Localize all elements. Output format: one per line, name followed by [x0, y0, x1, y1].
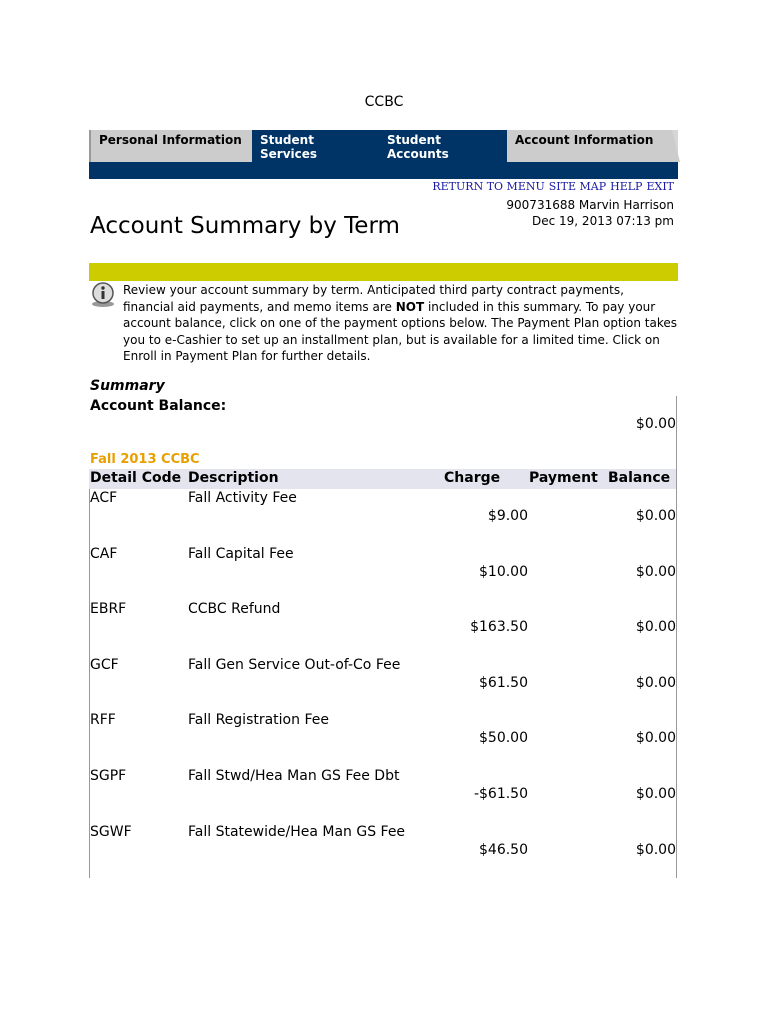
balance: $0.00 [635, 675, 676, 691]
info-text-bold: NOT [395, 299, 425, 314]
page-title: Account Summary by Term [90, 213, 400, 239]
col-balance: Balance [608, 470, 671, 486]
page-header: CCBC [364, 94, 404, 110]
detail-code: ACF [90, 490, 118, 506]
balance: $0.00 [635, 619, 676, 635]
balance: $0.00 [635, 508, 676, 524]
table-row [0, 768, 768, 824]
charge: -$61.50 [473, 786, 528, 802]
detail-code: CAF [90, 546, 118, 562]
table-row [0, 490, 768, 546]
description: Fall Stwd/Hea Man GS Fee Dbt [188, 768, 400, 784]
info-text-before: Review your account summary by term. Anticipated third party contract payments, financial aid payments, and memo items are [123, 283, 624, 314]
table-row [0, 712, 768, 768]
description: CCBC Refund [188, 601, 281, 617]
info-icon [90, 282, 116, 308]
col-description: Description [188, 470, 279, 486]
col-charge: Charge [444, 470, 501, 486]
tab-personal-information[interactable]: Personal Information [89, 130, 252, 162]
charge: $50.00 [479, 730, 528, 746]
description: Fall Statewide/Hea Man GS Fee [188, 824, 406, 840]
exit-link[interactable]: EXIT [646, 180, 674, 193]
site-map-link[interactable]: SITE MAP [548, 180, 607, 193]
user-id-name: 900731688 Marvin Harrison [506, 198, 674, 212]
account-balance-value: $0.00 [635, 416, 676, 432]
top-links [428, 180, 674, 193]
tab-bar [89, 130, 678, 162]
help-link[interactable]: HELP [610, 180, 643, 193]
balance: $0.00 [635, 786, 676, 802]
charge: $61.50 [479, 675, 528, 691]
return-to-menu-link[interactable]: RETURN TO MENU [432, 180, 545, 193]
table-row [0, 601, 768, 657]
table-row [0, 824, 768, 880]
detail-code: RFF [90, 712, 116, 728]
col-payment: Payment [529, 470, 598, 486]
description: Fall Activity Fee [188, 490, 297, 506]
table-row [0, 657, 768, 713]
nav-bar [89, 162, 678, 179]
table-header [89, 469, 676, 489]
charge: $9.00 [487, 508, 528, 524]
description: Fall Capital Fee [188, 546, 294, 562]
tab-student-accounts[interactable]: Student Accounts [379, 130, 507, 162]
charge: $46.50 [479, 842, 528, 858]
session-datetime: Dec 19, 2013 07:13 pm [532, 214, 674, 228]
table-row [0, 546, 768, 602]
divider-bar [89, 263, 678, 281]
charge: $10.00 [479, 564, 528, 580]
balance: $0.00 [635, 842, 676, 858]
description: Fall Gen Service Out-of-Co Fee [188, 657, 401, 673]
term-label: Fall 2013 CCBC [90, 452, 200, 467]
detail-code: GCF [90, 657, 119, 673]
info-text-after: included in this summary. To pay your account balance, click on one of the payment options below. The Payment Plan option takes you to e-Cashier to set up an installment plan, but is available for a limited time. Click on Enroll in Payment Plan for further details. [123, 299, 678, 363]
tab-account-information[interactable]: Account Information [507, 130, 672, 162]
summary-label: Summary [90, 378, 165, 394]
user-info [506, 197, 674, 229]
charge: $163.50 [470, 619, 528, 635]
tab-student-services[interactable]: Student Services [252, 130, 379, 162]
col-detail-code: Detail Code [90, 470, 182, 486]
info-text [123, 282, 678, 365]
detail-code: EBRF [90, 601, 127, 617]
balance: $0.00 [635, 564, 676, 580]
detail-code: SGWF [90, 824, 132, 840]
description: Fall Registration Fee [188, 712, 329, 728]
balance: $0.00 [635, 730, 676, 746]
detail-code: SGPF [90, 768, 127, 784]
account-balance-label: Account Balance: [90, 398, 227, 414]
